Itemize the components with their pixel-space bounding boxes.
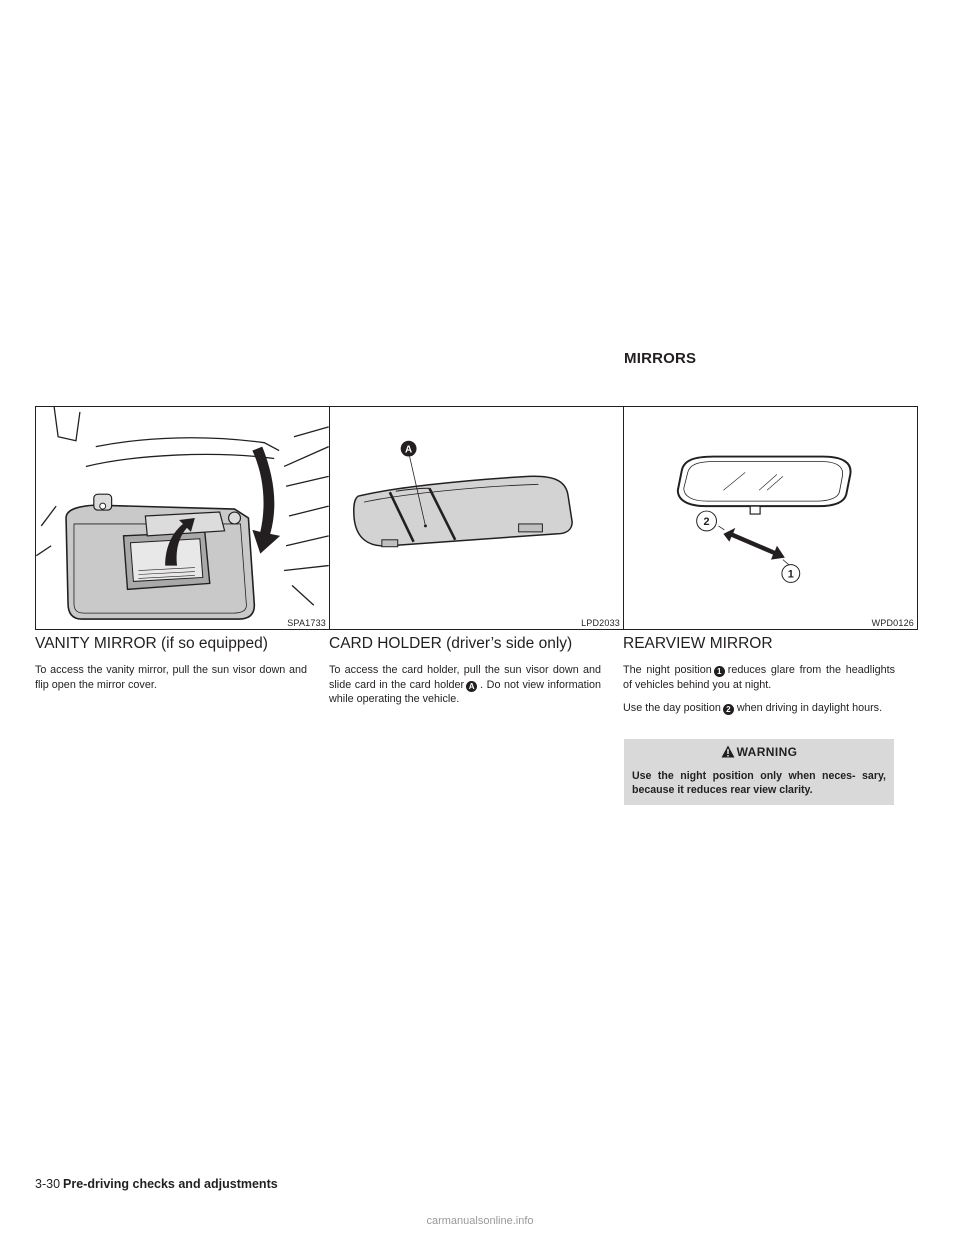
section-title: MIRRORS: [624, 350, 697, 367]
callout-a: A: [405, 444, 413, 456]
warning-box: [624, 739, 894, 805]
vanity-mirror-illustration: [36, 407, 329, 629]
page-number: 3-30: [35, 1177, 61, 1191]
figure-vanity-mirror: [35, 406, 330, 630]
card-holder-text: [329, 663, 601, 707]
marker-1: 1: [714, 666, 725, 677]
day-position-text: [623, 701, 895, 716]
card-holder-text-start: To access the card holder, pull the sun visor down and slide card in the card holder: [329, 664, 601, 691]
warning-icon: [721, 745, 735, 758]
chapter-title: Pre-driving checks and adjustments: [63, 1177, 278, 1191]
marker-2: 2: [723, 704, 734, 715]
warning-header: [632, 745, 886, 759]
day-position-text-end: when driving in daylight hours.: [736, 702, 883, 714]
rearview-mirror-illustration: [624, 407, 917, 629]
marker-a: A: [466, 681, 477, 692]
day-position-text-start: Use the day position: [623, 702, 721, 714]
figure-card-holder: [329, 406, 624, 630]
rearview-mirror-heading: REARVIEW MIRROR: [623, 635, 773, 652]
card-holder-text-end: . Do not view information while operating the vehicle.: [329, 678, 601, 705]
vanity-mirror-heading: VANITY MIRROR (if so equipped): [35, 635, 268, 652]
vanity-mirror-text: To access the vanity mirror, pull the sun visor down and flip open the mirror cover.: [35, 664, 307, 691]
warning-title: WARNING: [736, 745, 798, 759]
card-holder-illustration: [330, 407, 623, 629]
night-position-text-end: reduces glare from the headlights of vehicles behind you at night.: [623, 664, 896, 691]
card-holder-section: [329, 634, 601, 716]
figure-code: WPD0126: [871, 618, 914, 628]
warning-text: Use the night position only when neces- sary, because it reduces rear view clarity.: [632, 770, 886, 796]
page-footer: [35, 1177, 278, 1191]
vanity-mirror-section: [35, 634, 307, 701]
callout-2: 2: [703, 515, 710, 528]
night-position-text: [623, 663, 895, 692]
watermark: carmanualsonline.info: [426, 1215, 534, 1227]
card-holder-heading: CARD HOLDER (driver’s side only): [329, 635, 573, 652]
night-position-text-start: The night position: [623, 664, 712, 676]
figure-rearview-mirror: [623, 406, 918, 630]
figure-code: LPD2033: [581, 618, 620, 628]
figure-code: SPA1733: [287, 618, 326, 628]
callout-1: 1: [787, 568, 794, 581]
rearview-mirror-section: [623, 634, 895, 725]
